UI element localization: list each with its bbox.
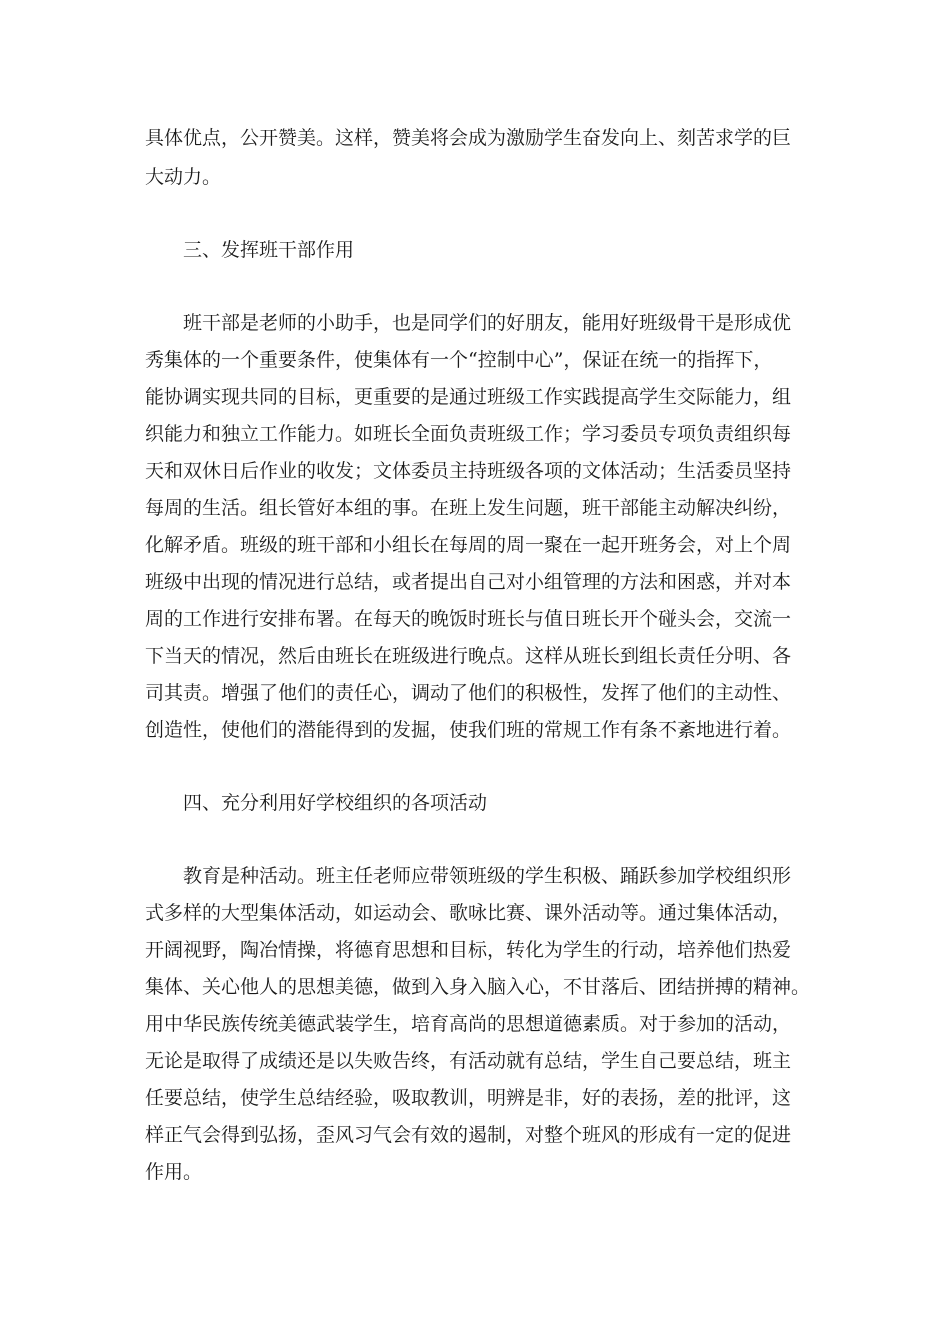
paragraph-line: 任要总结，使学生总结经验，吸取教训，明辨是非，好的表扬，差的批评，这 xyxy=(145,1087,792,1109)
paragraph-line: 无论是取得了成绩还是以失败告终，有活动就有总结，学生自己要总结，班主 xyxy=(145,1050,792,1072)
paragraph-line: 下当天的情况，然后由班长在班级进行晚点。这样从班长到组长责任分明、各 xyxy=(145,645,792,667)
paragraph-line: 教育是种活动。班主任老师应带领班级的学生积极、踊跃参加学校组织形 xyxy=(183,865,792,887)
paragraph-line: 班级中出现的情况进行总结，或者提出自己对小组管理的方法和困惑，并对本 xyxy=(145,571,792,593)
paragraph-line: 织能力和独立工作能力。如班长全面负责班级工作；学习委员专项负责组织每 xyxy=(145,423,792,445)
paragraph-line: 用中华民族传统美德武装学生，培育高尚的思想道德素质。对于参加的活动， xyxy=(145,1013,792,1035)
paragraph-line: 作用。 xyxy=(145,1161,203,1183)
paragraph-line: 集体、关心他人的思想美德，做到入身入脑入心，不甘落后、团结拼搏的精神。 xyxy=(145,976,811,998)
section-heading: 三、发挥班干部作用 xyxy=(183,239,355,261)
paragraph-line: 大动力。 xyxy=(145,166,222,188)
paragraph-line: 式多样的大型集体活动，如运动会、歌咏比赛、课外活动等。通过集体活动， xyxy=(145,902,792,924)
paragraph-line: 创造性，使他们的潜能得到的发掘，使我们班的常规工作有条不紊地进行着。 xyxy=(145,719,792,741)
paragraph-line: 司其责。增强了他们的责任心，调动了他们的积极性，发挥了他们的主动性、 xyxy=(145,682,792,704)
paragraph-line: 具体优点，公开赞美。这样，赞美将会成为激励学生奋发向上、刻苦求学的巨 xyxy=(145,127,792,149)
paragraph-line: 开阔视野，陶冶情操，将德育思想和目标，转化为学生的行动，培养他们热爱 xyxy=(145,939,792,961)
paragraph-line: 天和双休日后作业的收发；文体委员主持班级各项的文体活动；生活委员坚持 xyxy=(145,460,792,482)
paragraph-line: 每周的生活。组长管好本组的事。在班上发生问题，班干部能主动解决纠纷， xyxy=(145,497,792,519)
paragraph-line: 化解矛盾。班级的班干部和小组长在每周的周一聚在一起开班务会，对上个周 xyxy=(145,534,792,556)
paragraph-line: 周的工作进行安排布署。在每天的晚饭时班长与值日班长开个碰头会，交流一 xyxy=(145,608,792,630)
paragraph-line: 班干部是老师的小助手，也是同学们的好朋友，能用好班级骨干是形成优 xyxy=(183,312,792,334)
section-heading: 四、充分利用好学校组织的各项活动 xyxy=(183,792,488,814)
paragraph-line: 样正气会得到弘扬，歪风习气会有效的遏制，对整个班风的形成有一定的促进 xyxy=(145,1124,792,1146)
paragraph-line: 能协调实现共同的目标，更重要的是通过班级工作实践提高学生交际能力，组 xyxy=(145,386,792,408)
paragraph-line: 秀集体的一个重要条件，使集体有一个“控制中心”，保证在统一的指挥下， xyxy=(145,349,773,371)
